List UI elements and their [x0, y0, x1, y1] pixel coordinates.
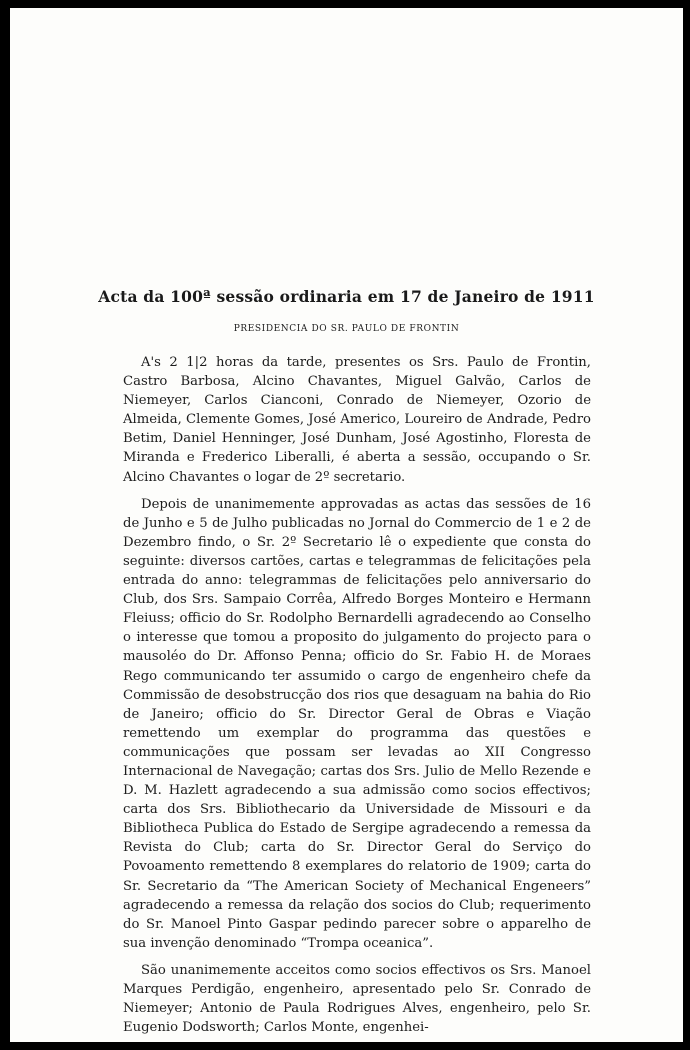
paragraph: A's 2 1|2 horas da tarde, presentes os Srs. Paulo de Frontin, Castro Barbosa, Alcino Chavantes, Miguel Galvão, Carlos de Niemeyer, Carlos Cianconi, Conrado de Niemeyer, Ozorio de Almeida, Clemente Gomes, José Americo, Loureiro de Andrade, Pedro Betim, Daniel Henninger, José Dunham, José Agostinho, Floresta de Miranda e Frederico Liberalli, é aberta a sessão, occupando o Sr. Alcino Chavantes o logar de 2º secretario. [123, 355, 591, 485]
document-page [10, 8, 683, 1042]
document-body [123, 353, 591, 1037]
paragraph: Depois de unanimemente approvadas as actas das sessões de 16 de Junho e 5 de Julho publicadas no Jornal do Commercio de 1 e 2 de Dezembro findo, o Sr. 2º Secretario lê o expediente que consta do seguinte: diversos cartões, cartas e telegrammas de felicitações pela entrada do anno: telegrammas de felicitações pelo anniversario do Club, dos Srs. Sampaio Corrêa, Alfredo Borges Monteiro e Hermann Fleiuss; officio do Sr. Rodolpho Bernardelli agradecendo ao Conselho o interesse que tomou a proposito do julgamento do projecto para o mausoléo do Dr. Affonso Penna; officio do Sr. Fabio H. de Moraes Rego communicando ter assumido o cargo de engenheiro chefe da Commissão de desobstrucção dos rios que desaguam na bahia do Rio de Janeiro; officio do Sr. Director Geral de Obras e Viação remettendo um exemplar do programma das questões e communicações que possam ser levadas ao XII Congresso Internacional de Navegação; cartas dos Srs. Julio de Mello Rezende e D. M. Hazlett agradecendo a sua admissão como socios effectivos; carta dos Srs. Bibliothecario da Universidade de Missouri e da Bibliotheca Publica do Estado de Sergipe agradecendo a remessa da Revista do Club; carta do Sr. Director Geral do Serviço do Povoamento remettendo 8 exemplares do relatorio de 1909; carta do Sr. Secretario da “The American Society of Mechanical Engeneers” agradecendo a remessa da relação dos socios do Club; requerimento do Sr. Manoel Pinto Gaspar pedindo parecer sobre o apparelho de sua invenção denominado “Trompa oceanica”. [123, 496, 591, 951]
page-subtitle: PRESIDENCIA DO SR. PAULO DE FRONTIN [233, 324, 460, 334]
page-title: Acta da 100ª sessão ordinaria em 17 de Janeiro de 1911 [98, 287, 595, 306]
paragraph: São unanimemente acceitos como socios effectivos os Srs. Manoel Marques Perdigão, engenheiro, apresentado pelo Sr. Conrado de Niemeyer; Antonio de Paula Rodrigues Alves, engenheiro, pelo Sr. Eugenio Dodsworth; Carlos Monte, engenhei- [123, 962, 591, 1036]
